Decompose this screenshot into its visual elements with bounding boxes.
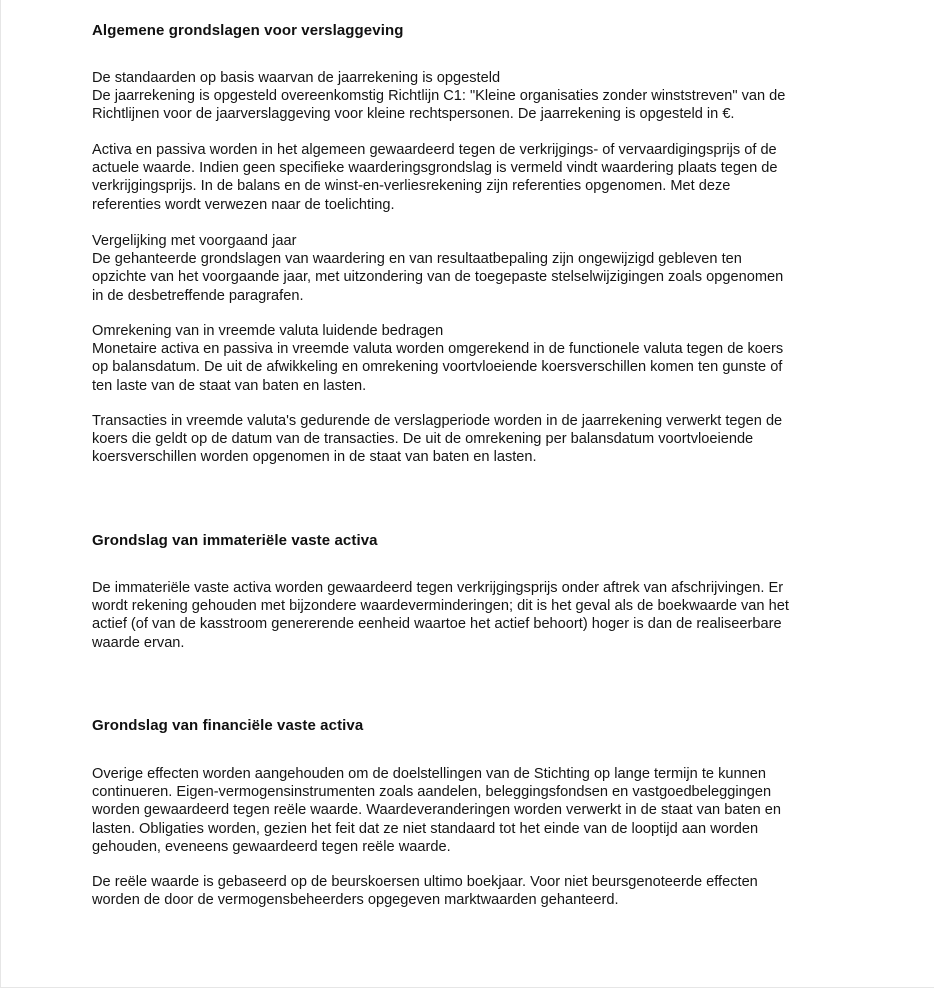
paragraph-reele-waarde: De reële waarde is gebaseerd op de beurskoersen ultimo boekjaar. Voor niet beursgenoteerde effecten worden de door de vermogensbeheerders opgegeven marktwaarden gehanteerd.	[92, 874, 758, 909]
paragraph-standaarden: De standaarden op basis waarvan de jaarrekening is opgesteld De jaarrekening is opgesteld overeenkomstig Richtlijn C1: "Kleine organisaties zonder winststreven" van de Richtlijnen voor de jaarverslaggeving voor kleine rechtspersonen. De jaarrekening is opgesteld in €.	[92, 70, 786, 123]
paragraph-activa-passiva: Activa en passiva worden in het algemeen gewaardeerd tegen de verkrijgings- of vervaardigingsprijs of de actuele waarde. Indien geen specifieke waarderingsgrondslag is vermeld vindt waardering plaats tegen de verkrijgingsprijs. In de balans en de winst-en-verliesrekening zijn referenties opgenomen. Met deze referenties wordt verwezen naar de toelichting.	[92, 142, 778, 213]
section-title-immateriele-vaste-activa: Grondslag van immateriële vaste activa	[92, 532, 378, 549]
paragraph-omrekening-vreemde-valuta: Omrekening van in vreemde valuta luidende bedragen Monetaire activa en passiva in vreemde valuta worden omgerekend in de functionele valuta tegen de koers op balansdatum. De uit de afwikkeling en omrekening voortvloeiende koersverschillen komen ten gunste of ten laste van de staat van baten en lasten.	[92, 323, 784, 394]
paragraph-vergelijking-voorgaand-jaar: Vergelijking met voorgaand jaar De gehanteerde grondslagen van waardering en van resultaatbepaling zijn ongewijzigd gebleven ten opzichte van het voorgaande jaar, met uitzondering van de toegepaste stelselwijzigingen zoals opgenomen in de desbetreffende paragrafen.	[92, 233, 784, 304]
paragraph-transacties-vreemde-valuta: Transacties in vreemde valuta's gedurende de verslagperiode worden in de jaarrekening verwerkt tegen de koers die geldt op de datum van de transacties. De uit de omrekening per balansdatum voortvloeiende koersverschillen worden opgenomen in de staat van baten en lasten.	[92, 413, 783, 466]
section-title-financiele-vaste-activa: Grondslag van financiële vaste activa	[92, 717, 364, 734]
section-title-algemene-grondslagen: Algemene grondslagen voor verslaggeving	[92, 22, 404, 39]
paragraph-immateriele-vaste-activa: De immateriële vaste activa worden gewaardeerd tegen verkrijgingsprijs onder aftrek van afschrijvingen. Er wordt rekening gehouden met bijzondere waardeverminderingen; dit is het geval als de boekwaarde van het actief (of van de kasstroom genererende eenheid waartoe het actief behoort) hoger is dan de realiseerbare waarde ervan.	[92, 580, 789, 651]
paragraph-overige-effecten: Overige effecten worden aangehouden om de doelstellingen van de Stichting op lange termijn te kunnen continueren. Eigen-vermogensinstrumenten zoals aandelen, beleggingsfondsen en vastgoedbeleggingen worden gewaardeerd tegen reële waarde. Waardeveranderingen worden verwerkt in de staat van baten en lasten. Obligaties worden, gezien het feit dat ze niet standaard tot het einde van de looptijd aan worden gehouden, eveneens gewaardeerd tegen reële waarde.	[92, 766, 782, 855]
